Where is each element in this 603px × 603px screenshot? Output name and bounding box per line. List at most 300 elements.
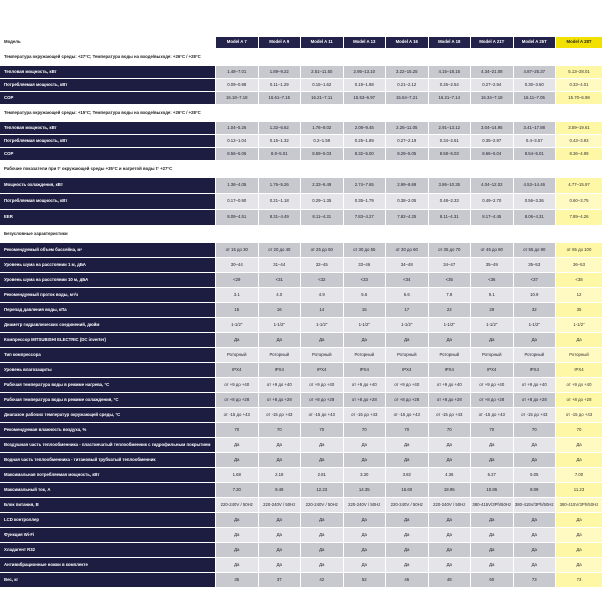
spec-cell: 8.11–4.31 bbox=[301, 210, 344, 226]
spec-cell: 3.22–15.25 bbox=[386, 66, 429, 79]
spec-cell: 5.05 bbox=[514, 468, 557, 483]
spec-cell: 0.21–1.18 bbox=[259, 194, 302, 210]
spec-cell: 3.41–17.88 bbox=[514, 122, 557, 135]
spec-cell: 1.89–9.22 bbox=[259, 66, 302, 79]
section-title-row bbox=[0, 161, 603, 178]
spec-row-label: Водная часть теплообменника - титановый трубчатый теплообменник bbox=[0, 453, 216, 468]
spec-cell: 16.11–7.05 bbox=[514, 92, 557, 105]
spec-cell: Да bbox=[471, 333, 514, 348]
spec-cell: 2.51–11.50 bbox=[301, 66, 344, 79]
spec-row bbox=[0, 258, 603, 273]
spec-cell: Да bbox=[259, 438, 302, 453]
spec-cell: <35 bbox=[429, 273, 472, 288]
spec-row bbox=[0, 288, 603, 303]
spec-cell: от -15 до +43 bbox=[429, 408, 472, 423]
spec-cell: IPX4 bbox=[429, 363, 472, 378]
spec-cell: 2.18 bbox=[259, 468, 302, 483]
spec-cell: Да bbox=[429, 543, 472, 558]
spec-cell: Да bbox=[471, 438, 514, 453]
spec-cell: от +8 до +28 bbox=[344, 393, 387, 408]
model-header-row bbox=[0, 37, 603, 49]
spec-cell: 73 bbox=[556, 573, 603, 588]
spec-cell: 30–44 bbox=[216, 258, 259, 273]
spec-cell: 3.30 bbox=[344, 468, 387, 483]
spec-cell: 4.9 bbox=[301, 288, 344, 303]
spec-cell: <33 bbox=[344, 273, 387, 288]
spec-row-label: Потребляемая мощность, кВт bbox=[0, 194, 216, 210]
spec-row bbox=[0, 528, 603, 543]
spec-cell: 2.95–13.10 bbox=[344, 66, 387, 79]
spec-cell: IPX4 bbox=[259, 363, 302, 378]
spec-cell: Да bbox=[301, 528, 344, 543]
spec-row-label: Вес, кг bbox=[0, 573, 216, 588]
spec-cell: 0.27–2.94 bbox=[471, 79, 514, 92]
spec-cell: 17 bbox=[386, 303, 429, 318]
spec-cell: 8.06–4.31 bbox=[514, 210, 557, 226]
spec-row bbox=[0, 408, 603, 423]
spec-cell: 37 bbox=[259, 573, 302, 588]
spec-cell: 70 bbox=[301, 423, 344, 438]
spec-cell: 31–44 bbox=[259, 258, 302, 273]
spec-cell: 1.48–7.01 bbox=[216, 66, 259, 79]
model-header-cell: Model A 7 bbox=[216, 37, 259, 49]
spec-cell: от +9 до +40 bbox=[386, 378, 429, 393]
spec-row bbox=[0, 468, 603, 483]
spec-cell: 2.08–9.45 bbox=[344, 122, 387, 135]
spec-cell: от 30 до 55 bbox=[344, 243, 387, 258]
spec-cell: 1.68 bbox=[216, 468, 259, 483]
spec-row-label: LCD контроллер bbox=[0, 513, 216, 528]
spec-row bbox=[0, 194, 603, 210]
spec-cell: 12.23 bbox=[301, 483, 344, 498]
spec-row bbox=[0, 210, 603, 226]
spec-cell: 0.27–2.19 bbox=[386, 135, 429, 148]
spec-row bbox=[0, 333, 603, 348]
spec-cell: Роторный bbox=[429, 348, 472, 363]
spec-cell: 0.4–3.57 bbox=[514, 135, 557, 148]
spec-cell: 8.29–5.05 bbox=[386, 148, 429, 161]
spec-cell: 380-415V/3Ph/50Hz bbox=[556, 498, 603, 513]
spec-row-label: Функция Wi-Fi bbox=[0, 528, 216, 543]
spec-cell: Роторный bbox=[216, 348, 259, 363]
spec-cell: 0.30–3.60 bbox=[514, 79, 557, 92]
spec-cell: 8.66–5.04 bbox=[471, 148, 514, 161]
spec-cell: 0.35–1.79 bbox=[344, 194, 387, 210]
spec-cell: 2.91–13.12 bbox=[429, 122, 472, 135]
spec-cell: 46 bbox=[386, 573, 429, 588]
section-title: Температура окружающей среды: +15°С; Температура воды на входе/выходе: +26°С / +28°С bbox=[0, 105, 603, 122]
spec-row bbox=[0, 135, 603, 148]
spec-row bbox=[0, 498, 603, 513]
spec-cell: 8.54–5.01 bbox=[514, 148, 557, 161]
spec-cell: 48 bbox=[429, 573, 472, 588]
spec-cell: от +8 до +28 bbox=[216, 393, 259, 408]
spec-cell: 5.13–28.01 bbox=[556, 66, 603, 79]
spec-cell: Да bbox=[344, 438, 387, 453]
spec-row bbox=[0, 318, 603, 333]
spec-cell: 1-1/2" bbox=[216, 318, 259, 333]
spec-cell: 4.04–12.02 bbox=[471, 178, 514, 194]
spec-cell: 6.6 bbox=[386, 288, 429, 303]
spec-cell: 0.12–1.04 bbox=[216, 135, 259, 148]
spec-row-label: Хладагент R32 bbox=[0, 543, 216, 558]
spec-cell: <31 bbox=[259, 273, 302, 288]
spec-cell: 220-240V / 50Hz bbox=[429, 498, 472, 513]
spec-row-label: COP bbox=[0, 92, 216, 105]
spec-cell: 4.34–21.08 bbox=[471, 66, 514, 79]
spec-cell: IPX4 bbox=[344, 363, 387, 378]
spec-cell: 16.21–7.14 bbox=[429, 92, 472, 105]
spec-cell: 1-1/2" bbox=[514, 318, 557, 333]
spec-cell: 18.95 bbox=[429, 483, 472, 498]
spec-cell: 32 bbox=[514, 303, 557, 318]
spec-cell: 8.56–5.06 bbox=[216, 148, 259, 161]
spec-cell: 380-415V/3Ph/50Hz bbox=[471, 498, 514, 513]
spec-cell: 1.32–6.62 bbox=[259, 122, 302, 135]
spec-cell: Да bbox=[514, 558, 557, 573]
spec-cell: 73 bbox=[514, 573, 557, 588]
spec-cell: 0.29–1.35 bbox=[301, 194, 344, 210]
spec-row-label: Уровень шума на расстоянии 10 м, дБА bbox=[0, 273, 216, 288]
spec-cell: 16.34–7.18 bbox=[471, 92, 514, 105]
spec-cell: 0.56–3.36 bbox=[514, 194, 557, 210]
spec-cell: 0.38–2.05 bbox=[386, 194, 429, 210]
spec-cell: Роторный bbox=[301, 348, 344, 363]
spec-cell: от -15 до +43 bbox=[259, 408, 302, 423]
spec-cell: от -15 до +43 bbox=[386, 408, 429, 423]
spec-row-label: Воздушная часть теплообменника - пластинчатый теплообменник с гидрофильным покрытием bbox=[0, 438, 216, 453]
spec-cell: 35–53 bbox=[514, 258, 557, 273]
spec-cell: 8.09–4.51 bbox=[216, 210, 259, 226]
spec-row bbox=[0, 348, 603, 363]
spec-cell: IPX4 bbox=[216, 363, 259, 378]
model-header-cell: Model A 18 bbox=[429, 37, 472, 49]
spec-cell: 1-1/2" bbox=[471, 318, 514, 333]
spec-cell: Да bbox=[556, 333, 603, 348]
spec-cell: Да bbox=[301, 513, 344, 528]
spec-cell: Да bbox=[301, 453, 344, 468]
spec-cell: 4.77–15.97 bbox=[556, 178, 603, 194]
spec-cell: 16.60 bbox=[386, 483, 429, 498]
spec-cell: 15 bbox=[216, 303, 259, 318]
spec-cell: от 25 до 50 bbox=[301, 243, 344, 258]
spec-cell: Да bbox=[514, 333, 557, 348]
spec-cell: Да bbox=[301, 333, 344, 348]
spec-cell: 1.76–5.26 bbox=[259, 178, 302, 194]
spec-cell: Да bbox=[429, 438, 472, 453]
spec-cell: 1-1/2" bbox=[344, 318, 387, 333]
spec-cell: 52 bbox=[344, 573, 387, 588]
spec-cell: Да bbox=[556, 513, 603, 528]
spec-cell: от 45 до 80 bbox=[471, 243, 514, 258]
spec-cell: от +8 до +28 bbox=[386, 393, 429, 408]
spec-cell: 0.48–2.33 bbox=[429, 194, 472, 210]
model-header-cell: Model A 21T bbox=[471, 37, 514, 49]
spec-cell: 8.17–4.45 bbox=[471, 210, 514, 226]
spec-row bbox=[0, 363, 603, 378]
spec-cell: 70 bbox=[216, 423, 259, 438]
spec-cell: Роторный bbox=[344, 348, 387, 363]
spec-cell: Да bbox=[386, 558, 429, 573]
model-header-cell: Model A 16 bbox=[386, 37, 429, 49]
spec-cell: Да bbox=[259, 333, 302, 348]
spec-cell: 8.09 bbox=[514, 483, 557, 498]
spec-row-label: Уровень влагозащиты bbox=[0, 363, 216, 378]
spec-cell: 0.25–1.89 bbox=[344, 135, 387, 148]
spec-cell: 220-240V / 50Hz bbox=[216, 498, 259, 513]
spec-cell: Да bbox=[259, 528, 302, 543]
spec-cell: от 65 до 100 bbox=[556, 243, 603, 258]
spec-cell: Да bbox=[216, 513, 259, 528]
spec-cell: Роторный bbox=[471, 348, 514, 363]
spec-cell: IPX4 bbox=[386, 363, 429, 378]
spec-cell: Да bbox=[259, 513, 302, 528]
spec-cell: 0.33–4.01 bbox=[556, 79, 603, 92]
spec-row-label: Компрессор MITSUBISHI ELECTRIC (DC inverter) bbox=[0, 333, 216, 348]
spec-cell: 70 bbox=[514, 423, 557, 438]
spec-cell: 8.59–5.03 bbox=[301, 148, 344, 161]
spec-cell: 16.18–7.18 bbox=[216, 92, 259, 105]
spec-cell: Да bbox=[344, 528, 387, 543]
spec-cell: 0.19–1.88 bbox=[344, 79, 387, 92]
spec-cell: от -15 до +43 bbox=[216, 408, 259, 423]
model-header-cell: Model A 25T bbox=[514, 37, 557, 49]
spec-cell: 3.04–14.95 bbox=[471, 122, 514, 135]
spec-cell: 15 bbox=[344, 303, 387, 318]
spec-cell: 42 bbox=[301, 573, 344, 588]
spec-cell: Да bbox=[344, 543, 387, 558]
model-header-cell: Model A 28T bbox=[556, 37, 603, 49]
model-header-label: Модель bbox=[0, 37, 216, 49]
spec-row bbox=[0, 303, 603, 318]
spec-cell: Да bbox=[429, 558, 472, 573]
spec-cell: <36 bbox=[471, 273, 514, 288]
spec-row bbox=[0, 543, 603, 558]
spec-cell: Да bbox=[386, 438, 429, 453]
spec-cell: IPX4 bbox=[514, 363, 557, 378]
spec-cell: 0.2–1.59 bbox=[301, 135, 344, 148]
spec-row-label: EER bbox=[0, 210, 216, 226]
spec-cell: 0.49–2.70 bbox=[471, 194, 514, 210]
spec-cell: Да bbox=[386, 333, 429, 348]
spec-cell: 14 bbox=[301, 303, 344, 318]
spec-cell: 220-240V / 50Hz bbox=[344, 498, 387, 513]
spec-cell: Да bbox=[429, 333, 472, 348]
spec-cell: от 20 до 40 bbox=[259, 243, 302, 258]
section-title: Температура окружающей среды: +27°С; Температура воды на входе/выходе: +26°С / +28°С bbox=[0, 49, 603, 66]
spec-cell: Да bbox=[259, 558, 302, 573]
spec-cell: 70 bbox=[429, 423, 472, 438]
spec-cell: 34–47 bbox=[429, 258, 472, 273]
spec-cell: 1-1/2" bbox=[386, 318, 429, 333]
spec-cell: Роторный bbox=[386, 348, 429, 363]
spec-row-label: Рекомендуемый проток воды, м³/ч bbox=[0, 288, 216, 303]
spec-cell: 9.1 bbox=[471, 288, 514, 303]
spec-cell: от +9 до +40 bbox=[429, 378, 472, 393]
spec-cell: Да bbox=[216, 558, 259, 573]
spec-cell: 6.27 bbox=[471, 468, 514, 483]
spec-cell: от -15 до +43 bbox=[344, 408, 387, 423]
spec-cell: Да bbox=[301, 543, 344, 558]
spec-cell: <34 bbox=[386, 273, 429, 288]
spec-cell: Да bbox=[556, 438, 603, 453]
spec-cell: 220-240V / 50Hz bbox=[301, 498, 344, 513]
spec-row-label: Тепловая мощность, кВт bbox=[0, 66, 216, 79]
spec-row bbox=[0, 558, 603, 573]
spec-cell: от +9 до +40 bbox=[259, 378, 302, 393]
spec-row bbox=[0, 66, 603, 79]
spec-row-label: Блок питания, В bbox=[0, 498, 216, 513]
spec-row bbox=[0, 148, 603, 161]
spec-cell: <37 bbox=[514, 273, 557, 288]
spec-row bbox=[0, 273, 603, 288]
spec-cell: 1.76–8.02 bbox=[301, 122, 344, 135]
spec-cell: 0.15–1.62 bbox=[301, 79, 344, 92]
section-title-row bbox=[0, 49, 603, 66]
spec-cell: 36–53 bbox=[556, 258, 603, 273]
section-title-row bbox=[0, 105, 603, 122]
spec-row-label: Рабочая температура воды в режиме нагрева, °С bbox=[0, 378, 216, 393]
spec-cell: Да bbox=[259, 453, 302, 468]
spec-cell: Да bbox=[471, 528, 514, 543]
spec-cell: Да bbox=[259, 543, 302, 558]
model-header-cell: Model A 9 bbox=[259, 37, 302, 49]
spec-cell: 0.17–0.90 bbox=[216, 194, 259, 210]
spec-cell: 7.89–4.26 bbox=[556, 210, 603, 226]
spec-row-label: Диапазон рабочих температур окружающей среды, °С bbox=[0, 408, 216, 423]
spec-cell: IPX4 bbox=[301, 363, 344, 378]
spec-cell: Роторный bbox=[556, 348, 603, 363]
spec-cell: от +8 до +28 bbox=[556, 393, 603, 408]
spec-row bbox=[0, 243, 603, 258]
spec-cell: 7.30 bbox=[216, 483, 259, 498]
spec-cell: 3.86–10.35 bbox=[429, 178, 472, 194]
spec-cell: от +8 до +28 bbox=[429, 393, 472, 408]
spec-row-label: Рекомендуемая влажность воздуха, % bbox=[0, 423, 216, 438]
spec-cell: <32 bbox=[301, 273, 344, 288]
spec-cell: 70 bbox=[471, 423, 514, 438]
spec-cell: 3.82 bbox=[386, 468, 429, 483]
spec-cell: Да bbox=[556, 453, 603, 468]
spec-cell: от -15 до +43 bbox=[556, 408, 603, 423]
spec-cell: 70 bbox=[556, 423, 603, 438]
spec-cell: 2.33–6.49 bbox=[301, 178, 344, 194]
spec-cell: 1-1/2" bbox=[301, 318, 344, 333]
spec-cell: от +9 до +40 bbox=[301, 378, 344, 393]
spec-cell: 4.0 bbox=[259, 288, 302, 303]
spec-cell: 8.58–5.03 bbox=[429, 148, 472, 161]
spec-cell: 35 bbox=[216, 573, 259, 588]
spec-cell: 70 bbox=[344, 423, 387, 438]
spec-cell: 11.23 bbox=[556, 483, 603, 498]
spec-cell: 12 bbox=[556, 288, 603, 303]
spec-cell: 7.8 bbox=[429, 288, 472, 303]
spec-row bbox=[0, 438, 603, 453]
spec-cell: 1-1/2" bbox=[259, 318, 302, 333]
spec-cell: Да bbox=[216, 438, 259, 453]
spec-cell: 1-1/2" bbox=[429, 318, 472, 333]
spec-cell: 2.99–8.69 bbox=[386, 178, 429, 194]
spec-cell: Да bbox=[386, 543, 429, 558]
spec-cell: 5.6 bbox=[344, 288, 387, 303]
spec-cell: от 55 до 90 bbox=[514, 243, 557, 258]
spec-cell: от 35 до 70 bbox=[429, 243, 472, 258]
section-title: Рабочие показатели при t° окружающей среды +35°С и нагретой воды t° +27°С bbox=[0, 161, 603, 178]
spec-cell: 60 bbox=[471, 573, 514, 588]
spec-cell: Да bbox=[301, 438, 344, 453]
spec-cell: 8.32–5.00 bbox=[344, 148, 387, 161]
spec-row bbox=[0, 513, 603, 528]
spec-cell: 10.86 bbox=[471, 483, 514, 498]
spec-row-label: Максимальная потребляемая мощность, кВт bbox=[0, 468, 216, 483]
spec-cell: 22 bbox=[429, 303, 472, 318]
spec-cell: 2.25–11.05 bbox=[386, 122, 429, 135]
spec-cell: Да bbox=[556, 558, 603, 573]
spec-row-label: Диаметр гидравлических соединений, дюйм bbox=[0, 318, 216, 333]
spec-cell: 8.11–4.31 bbox=[429, 210, 472, 226]
model-header-cell: Model A 13 bbox=[344, 37, 387, 49]
spec-row bbox=[0, 453, 603, 468]
spec-row bbox=[0, 92, 603, 105]
spec-cell: Да bbox=[429, 513, 472, 528]
spec-cell: <29 bbox=[216, 273, 259, 288]
spec-cell: 4.36 bbox=[429, 468, 472, 483]
spec-cell: <38 bbox=[556, 273, 603, 288]
spec-cell: Да bbox=[344, 453, 387, 468]
model-header-cell: Model A 11 bbox=[301, 37, 344, 49]
spec-cell: Да bbox=[344, 333, 387, 348]
spec-cell: Да bbox=[386, 513, 429, 528]
spec-cell: от +9 до +40 bbox=[344, 378, 387, 393]
spec-cell: 7.83–4.27 bbox=[344, 210, 387, 226]
spec-cell: 70 bbox=[386, 423, 429, 438]
spec-cell: 0.11–1.29 bbox=[259, 79, 302, 92]
spec-cell: 1-1/2" bbox=[556, 318, 603, 333]
spec-cell: от -15 до +43 bbox=[471, 408, 514, 423]
section-title-row bbox=[0, 226, 603, 243]
spec-cell: от +9 до +40 bbox=[471, 378, 514, 393]
spec-cell: Да bbox=[471, 543, 514, 558]
spec-cell: IPX4 bbox=[556, 363, 603, 378]
spec-cell: 16.21–7.11 bbox=[301, 92, 344, 105]
spec-cell: 0.34–2.61 bbox=[429, 135, 472, 148]
spec-cell: Да bbox=[386, 453, 429, 468]
spec-cell: 8.8–5.01 bbox=[259, 148, 302, 161]
spec-row-label: Тепловая мощность, кВт bbox=[0, 122, 216, 135]
spec-cell: от +9 до +40 bbox=[556, 378, 603, 393]
spec-row-label: Перепад давления воды, кПа bbox=[0, 303, 216, 318]
spec-cell: 4.15–18.15 bbox=[429, 66, 472, 79]
spec-cell: 0.43–3.93 bbox=[556, 135, 603, 148]
spec-cell: 33–46 bbox=[344, 258, 387, 273]
spec-cell: Роторный bbox=[514, 348, 557, 363]
spec-cell: Да bbox=[344, 513, 387, 528]
spec-cell: 2.74–7.65 bbox=[344, 178, 387, 194]
spec-row-label: Рабочая температура воды в режиме охлаждения, °С bbox=[0, 393, 216, 408]
spec-cell: 14.35 bbox=[344, 483, 387, 498]
spec-cell: 29 bbox=[471, 303, 514, 318]
spec-row-label: Мощность охлаждения, кВт bbox=[0, 178, 216, 194]
spec-cell: Да bbox=[216, 528, 259, 543]
spec-cell: 35 bbox=[556, 303, 603, 318]
spec-row bbox=[0, 483, 603, 498]
spec-cell: 4.53–14.46 bbox=[514, 178, 557, 194]
spec-cell: от +8 до +28 bbox=[514, 393, 557, 408]
spec-cell: Да bbox=[471, 453, 514, 468]
spec-row bbox=[0, 378, 603, 393]
spec-row-label: Рекомендуемый объем бассейна, м³ bbox=[0, 243, 216, 258]
spec-cell: 32–45 bbox=[301, 258, 344, 273]
